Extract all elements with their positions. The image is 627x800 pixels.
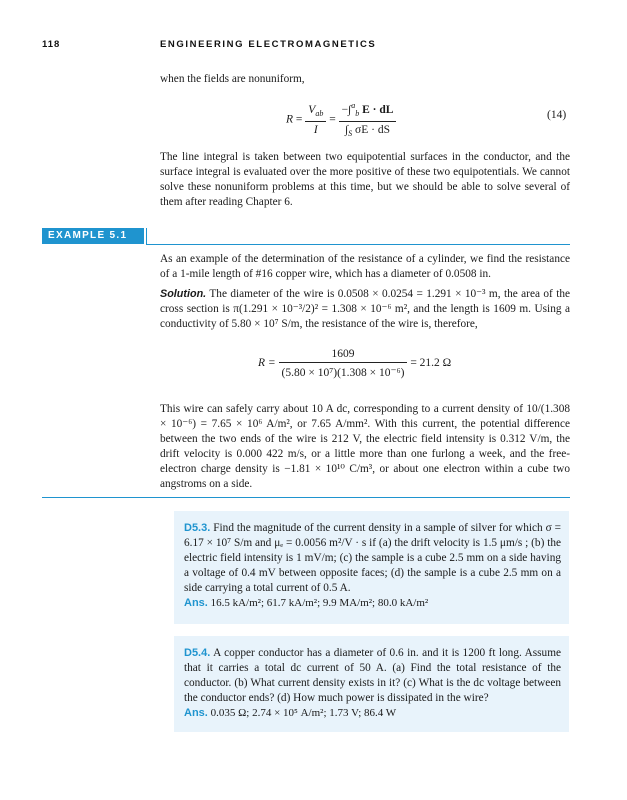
example-statement: As an example of the determination of the resistance of a cylinder, we find the resistance of a 1-mile length of #16 copper wire, which has a diameter of 0.0508 in. [160, 253, 570, 280]
example-conclusion: This wire can safely carry about 10 A dc, corresponding to a current density of 10/(1.308 × 10⁻⁶) = 7.65 × 10⁶ A/m², or 7.65 A/mm². With this current, the potential difference between the two ends of the wire is 212 V, the electric field intensity is 0.312 V/m, the drift velocity is 0.000 422 m/s, or a little more than one furlong a week, and the free-electron charge density is −1.81 × 10¹⁰ C/m³, or about one electron within a cube two angstroms on a side. [160, 403, 570, 490]
answer-text: 16.5 kA/m²; 61.7 kA/m²; 9.9 MA/m²; 80.0 kA/m² [210, 597, 429, 609]
example-rule-vertical [146, 228, 147, 245]
drill-label: D5.4. [184, 647, 211, 659]
drill-problem-d5-3: D5.3. Find the magnitude of the current density in a sample of silver for which σ = 6.17 × 10⁷ S/m and μₑ = 0.0056 m²/V · s if (a) the drift velocity is 1.5 μm/s ; (b) the electric field intensity is 1 mV/m; (c) the sample is a cube 2.5 mm on a side having a voltage of 0.4 mV between opposite faces; (d) the sample is a cube 2.5 mm on a side carrying a total current of 0.5 A. Ans. 16.5 kA/m²; 61.7 kA/m²; 9.9 MA/m²; 80.0 kA/m² [174, 511, 569, 624]
example-rule-top [146, 244, 570, 245]
answer-label: Ans. [184, 597, 208, 609]
resistance-equation: R = $\frac{1609}{\text{(5.80 × 10⁷)(1.308 × 10⁻⁶)}}$ = 21.2 Ω [258, 348, 452, 379]
answer-label: Ans. [184, 707, 208, 719]
page-number: 118 [42, 39, 61, 50]
answer-text: 0.035 Ω; 2.74 × 10⁵ A/m²; 1.73 V; 86.4 W [210, 707, 397, 719]
drill-label: D5.3. [184, 522, 211, 534]
eq14-fraction-v: $\frac{V_{ab}}{I}$ [305, 104, 326, 136]
example-label: EXAMPLE 5.1 [42, 228, 144, 244]
equation-number: (14) [547, 109, 567, 121]
paragraph-nonuniform: The line integral is taken between two equipotential surfaces in the conductor, and the surface integral is evaluated over the more positive of these two equipotentials. We cannot solve these nonuniform problems at this time, but we should be able to solve several of them after reading Chapter 6. [160, 151, 570, 208]
example-rule-bottom [42, 497, 570, 498]
running-title: ENGINEERING ELECTROMAGNETICS [160, 39, 377, 50]
drill-problem-d5-4: D5.4. A copper conductor has a diameter of 0.6 in. and it is 1200 ft long. Assume that it carries a total dc current of 50 A. (a) Find the total resistance of the conductor. (b) What current density exists in it? (c) What is the dc voltage between the conductor ends? (d) How much power is dissipated in the wire? Ans. 0.035 Ω; 2.74 × 10⁵ A/m²; 1.73 V; 86.4 W [174, 636, 569, 732]
equation-14: R = $\frac{V_{ab}}{I}$ = $\frac{-\int^a_b E \cdot dL}{\int_S \sigma E \cdot dS}$ [286, 100, 396, 139]
intro-text: when the fields are nonuniform, [160, 73, 305, 85]
eq14-fraction-integral: $\frac{-\int^a_b E \cdot dL}{\int_S \sigma E \cdot dS}$ [339, 100, 397, 139]
solution-label: Solution. [160, 288, 207, 300]
example-solution: Solution. The diameter of the wire is 0.0508 × 0.0254 = 1.291 × 10⁻³ m, the area of the cross section is π(1.291 × 10⁻³/2)² = 1.308 × 10⁻⁶ m², and the length is 1609 m. Using a conductivity of 5.80 × 10⁷ S/m, the resistance of the wire is, therefore, [160, 288, 571, 330]
